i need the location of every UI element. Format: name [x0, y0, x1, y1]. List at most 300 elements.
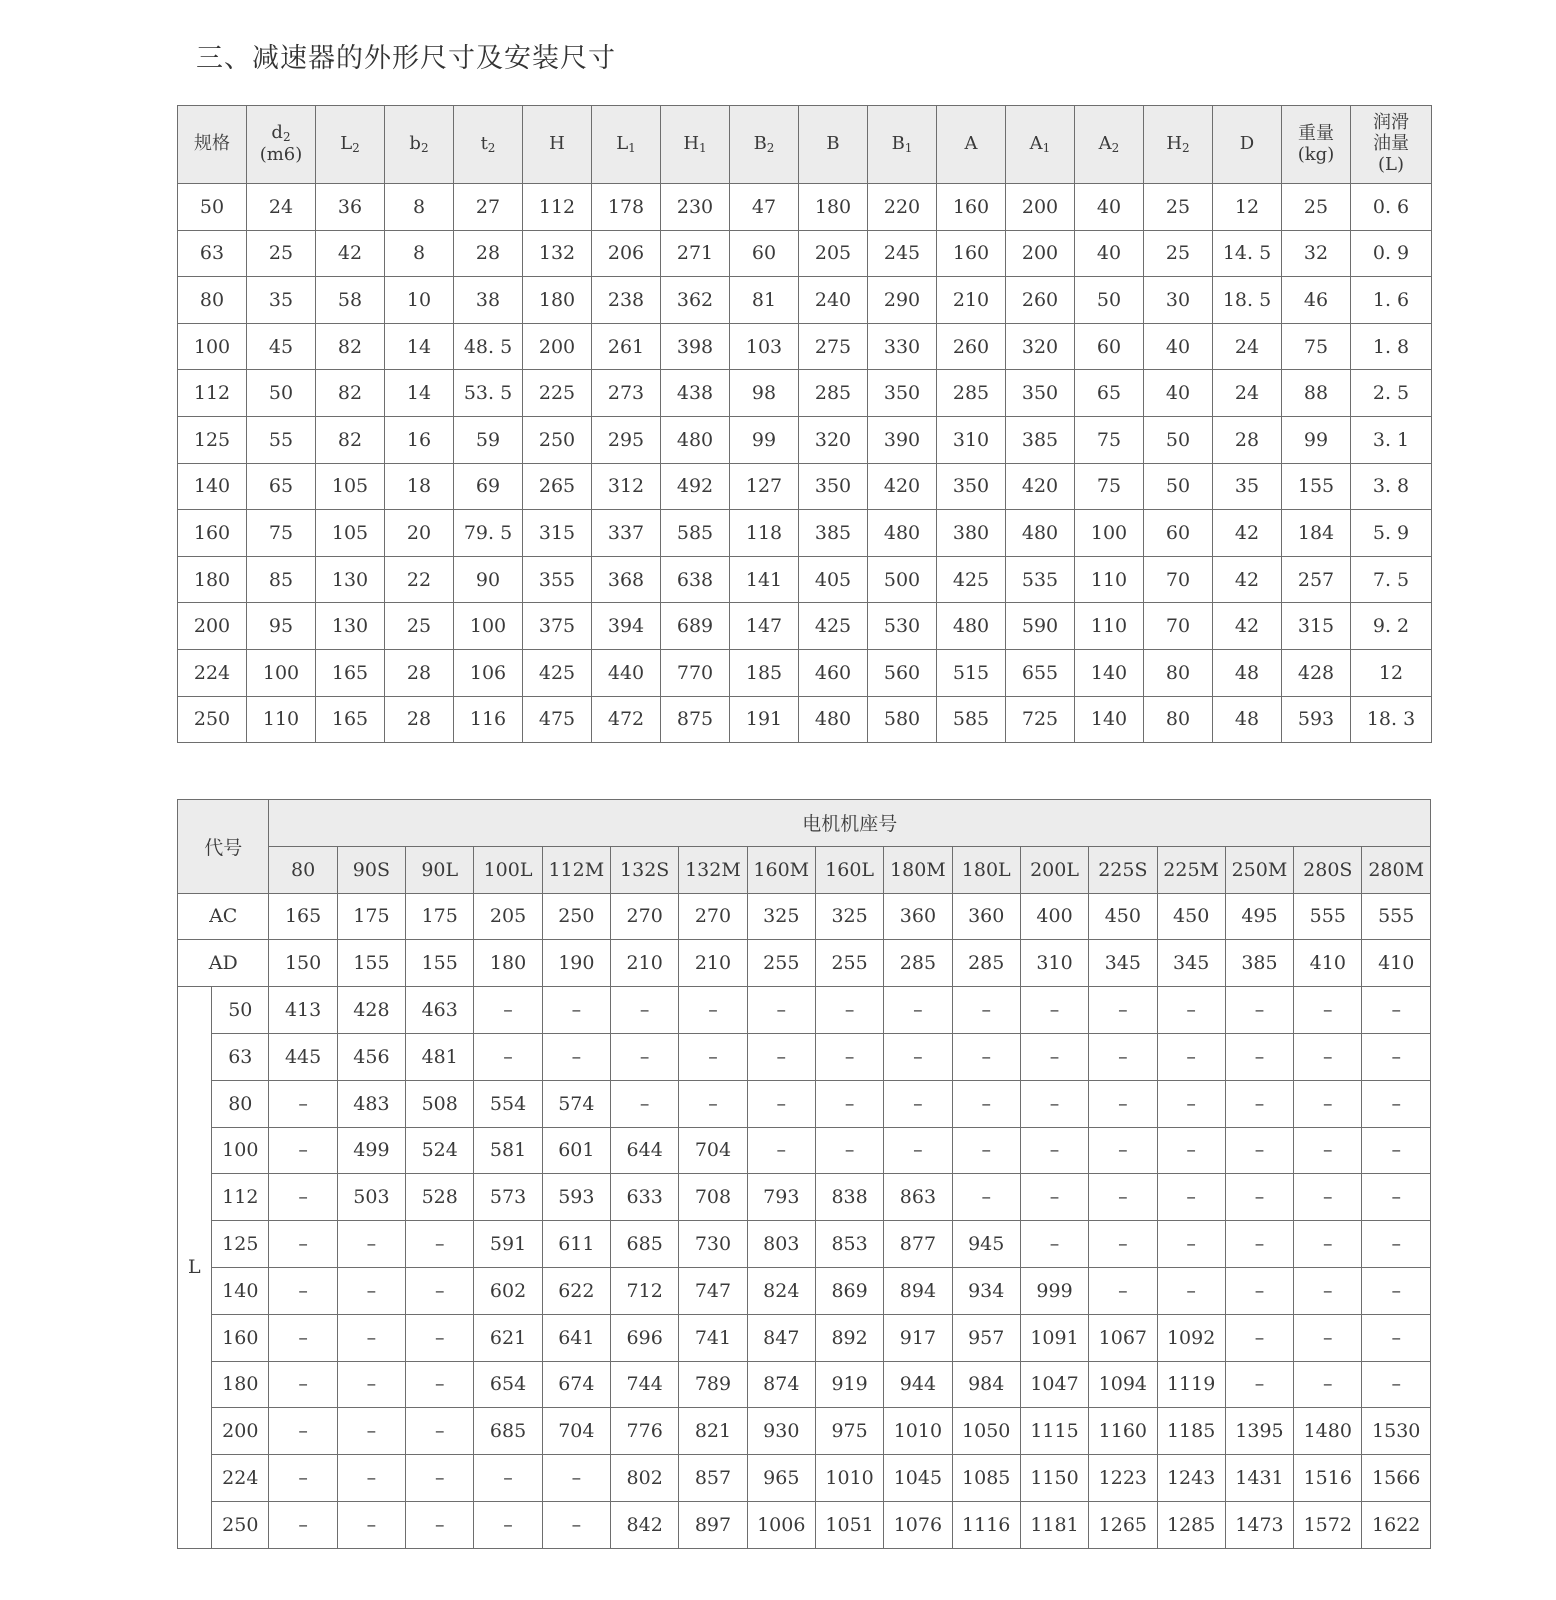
table-cell: – — [952, 1080, 1020, 1127]
table-cell: 63 — [178, 230, 247, 277]
table-cell: 847 — [747, 1314, 815, 1361]
table-cell: 425 — [523, 649, 592, 696]
table-cell: 38 — [454, 277, 523, 324]
table-cell: – — [542, 1033, 610, 1080]
table-cell: 420 — [868, 463, 937, 510]
table-cell: 40 — [1075, 230, 1144, 277]
table-cell: 110 — [1075, 556, 1144, 603]
table-cell: 90 — [454, 556, 523, 603]
table-cell: 622 — [542, 1267, 610, 1314]
table-cell: 95 — [247, 603, 316, 650]
table-cell: 1150 — [1020, 1455, 1088, 1502]
table-cell: 16 — [385, 416, 454, 463]
frame-header: 80 — [269, 846, 337, 893]
table-cell: 1115 — [1020, 1408, 1088, 1455]
table-cell: 875 — [661, 696, 730, 743]
table-cell: 892 — [815, 1314, 883, 1361]
table-cell: 127 — [730, 463, 799, 510]
table-cell: 69 — [454, 463, 523, 510]
table-cell: 821 — [679, 1408, 747, 1455]
header-subscript: 1 — [904, 140, 913, 155]
table-row — [178, 323, 1432, 370]
table-cell: 984 — [952, 1361, 1020, 1408]
table-cell: 185 — [730, 649, 799, 696]
frame-header: 90S — [337, 846, 405, 893]
table-cell: 611 — [542, 1221, 610, 1268]
table-cell: 47 — [730, 184, 799, 231]
table-cell: 413 — [269, 987, 337, 1034]
table-cell: 178 — [592, 184, 661, 231]
table-cell: 425 — [937, 556, 1006, 603]
table-cell: 593 — [1282, 696, 1351, 743]
table-cell: 1047 — [1020, 1361, 1088, 1408]
table-cell: 8 — [385, 230, 454, 277]
table-cell: 40 — [1144, 323, 1213, 370]
table-cell: 704 — [542, 1408, 610, 1455]
table-cell: 824 — [747, 1267, 815, 1314]
table-cell: 36 — [316, 184, 385, 231]
table-cell: 934 — [952, 1267, 1020, 1314]
table-cell: 853 — [815, 1221, 883, 1268]
table-cell: 803 — [747, 1221, 815, 1268]
table-cell: 310 — [937, 416, 1006, 463]
table-cell: 463 — [406, 987, 474, 1034]
column-header — [316, 106, 385, 184]
table-cell: 368 — [592, 556, 661, 603]
header-label: A — [1029, 132, 1043, 154]
frame-header: 180M — [884, 846, 952, 893]
table-cell: 362 — [661, 277, 730, 324]
table-cell: 75 — [247, 510, 316, 557]
table-cell: 14 — [385, 370, 454, 417]
header-subscript: 2 — [1111, 140, 1120, 155]
table-cell: 712 — [611, 1267, 679, 1314]
table-cell: 480 — [937, 603, 1006, 650]
column-header — [1213, 106, 1282, 184]
table-cell: 70 — [1144, 603, 1213, 650]
table-cell: – — [679, 1080, 747, 1127]
size-label: 125 — [212, 1221, 269, 1268]
table-cell: 919 — [815, 1361, 883, 1408]
table-cell: 776 — [611, 1408, 679, 1455]
header-label: 润滑 — [1373, 112, 1409, 134]
table-cell: 290 — [868, 277, 937, 324]
table-cell: 88 — [1282, 370, 1351, 417]
table-cell: – — [1157, 1080, 1225, 1127]
table-cell: 28 — [1213, 416, 1282, 463]
table-cell: – — [269, 1174, 337, 1221]
table-cell: 450 — [1089, 893, 1157, 940]
table-row — [178, 463, 1432, 510]
table-cell: 60 — [1144, 510, 1213, 557]
table-cell: 42 — [1213, 603, 1282, 650]
table-row — [178, 1314, 1431, 1361]
column-header — [1282, 106, 1351, 184]
table-cell: 1622 — [1362, 1501, 1431, 1548]
table-cell: 260 — [1006, 277, 1075, 324]
table-cell: 0. 6 — [1351, 184, 1432, 231]
table-cell: 1395 — [1225, 1408, 1293, 1455]
table-cell: 325 — [747, 893, 815, 940]
table-cell: 385 — [1006, 416, 1075, 463]
header-extra: (m6) — [259, 144, 303, 166]
table-cell: 1045 — [884, 1455, 952, 1502]
table-cell: – — [269, 1314, 337, 1361]
table-cell: 28 — [385, 696, 454, 743]
table-cell: 250 — [178, 696, 247, 743]
table-cell: 155 — [406, 940, 474, 987]
header-label: b — [409, 132, 421, 154]
size-label: 63 — [212, 1033, 269, 1080]
table-cell: 621 — [474, 1314, 542, 1361]
table-cell: 355 — [523, 556, 592, 603]
table-cell: 528 — [406, 1174, 474, 1221]
table-cell: – — [611, 1033, 679, 1080]
header-label: B — [826, 133, 840, 155]
frame-header-row — [178, 846, 1431, 893]
table-cell: 25 — [1282, 184, 1351, 231]
table-cell: 689 — [661, 603, 730, 650]
size-label: 112 — [212, 1174, 269, 1221]
table-row — [178, 370, 1432, 417]
header-subscript: 2 — [487, 140, 496, 155]
table-cell: 1006 — [747, 1501, 815, 1548]
table-cell: 704 — [679, 1127, 747, 1174]
table-cell: 125 — [178, 416, 247, 463]
table-cell: – — [337, 1501, 405, 1548]
size-label: 200 — [212, 1408, 269, 1455]
table-cell: – — [1294, 987, 1362, 1034]
table-row — [178, 1501, 1431, 1548]
table-cell: 842 — [611, 1501, 679, 1548]
table-cell: – — [1225, 1127, 1293, 1174]
table-cell: 1085 — [952, 1455, 1020, 1502]
table-cell: 80 — [178, 277, 247, 324]
table-cell: 685 — [611, 1221, 679, 1268]
table-cell: – — [1157, 987, 1225, 1034]
table-cell: 100 — [178, 323, 247, 370]
table-cell: 20 — [385, 510, 454, 557]
table-cell: 0. 9 — [1351, 230, 1432, 277]
table-cell: 99 — [730, 416, 799, 463]
table-cell: – — [1089, 1267, 1157, 1314]
table-cell: 80 — [1144, 649, 1213, 696]
table-cell: 230 — [661, 184, 730, 231]
table-cell: 59 — [454, 416, 523, 463]
table-row — [178, 277, 1432, 324]
table-cell: 180 — [523, 277, 592, 324]
column-header — [1144, 106, 1213, 184]
table-cell: 155 — [337, 940, 405, 987]
table-cell: – — [1362, 1361, 1431, 1408]
frame-header: 200L — [1020, 846, 1088, 893]
table-cell: 554 — [474, 1080, 542, 1127]
table-cell: – — [1020, 987, 1088, 1034]
table-cell: 191 — [730, 696, 799, 743]
table-cell: 40 — [1075, 184, 1144, 231]
table-cell: 641 — [542, 1314, 610, 1361]
table-cell: 725 — [1006, 696, 1075, 743]
table-cell: 644 — [611, 1127, 679, 1174]
table-cell: 428 — [337, 987, 405, 1034]
table-cell: – — [406, 1221, 474, 1268]
table-cell: 184 — [1282, 510, 1351, 557]
table-cell: 580 — [868, 696, 937, 743]
table-cell: 585 — [661, 510, 730, 557]
table-cell: 975 — [815, 1408, 883, 1455]
table-cell: – — [1362, 1267, 1431, 1314]
table-cell: 674 — [542, 1361, 610, 1408]
table-cell: 428 — [1282, 649, 1351, 696]
table-cell: 147 — [730, 603, 799, 650]
table-row — [178, 1267, 1431, 1314]
page-title: 三、减速器的外形尺寸及安装尺寸 — [196, 43, 616, 74]
table-cell: 205 — [799, 230, 868, 277]
table-cell: 65 — [247, 463, 316, 510]
table-cell: – — [474, 1501, 542, 1548]
table-cell: 573 — [474, 1174, 542, 1221]
table-cell: 1067 — [1089, 1314, 1157, 1361]
table-cell: 312 — [592, 463, 661, 510]
frame-header: 280M — [1362, 846, 1431, 893]
table-cell: 118 — [730, 510, 799, 557]
table-cell: 24 — [1213, 323, 1282, 370]
table-cell: 220 — [868, 184, 937, 231]
table-cell: 515 — [937, 649, 1006, 696]
table-cell: 180 — [178, 556, 247, 603]
table-row — [178, 603, 1432, 650]
code-header: 代号 — [178, 800, 269, 894]
table-cell: 24 — [1213, 370, 1282, 417]
table-cell: 12 — [1213, 184, 1282, 231]
table-cell: 82 — [316, 416, 385, 463]
table-cell: 398 — [661, 323, 730, 370]
table-cell: 1566 — [1362, 1455, 1431, 1502]
table-cell: 1010 — [884, 1408, 952, 1455]
size-label: 160 — [212, 1314, 269, 1361]
table-cell: 106 — [454, 649, 523, 696]
table-cell: – — [1362, 987, 1431, 1034]
table-cell: 42 — [316, 230, 385, 277]
table-cell: – — [1225, 1174, 1293, 1221]
table-cell: 350 — [799, 463, 868, 510]
table-cell: 250 — [523, 416, 592, 463]
table-row — [178, 987, 1431, 1034]
table-cell: – — [1225, 1267, 1293, 1314]
table-cell: 165 — [316, 649, 385, 696]
table-cell: 1185 — [1157, 1408, 1225, 1455]
table-cell: 206 — [592, 230, 661, 277]
table-cell: 744 — [611, 1361, 679, 1408]
table-cell: 495 — [1225, 893, 1293, 940]
table-cell: 132 — [523, 230, 592, 277]
table-cell: 524 — [406, 1127, 474, 1174]
table-cell: 48 — [1213, 696, 1282, 743]
table-cell: – — [269, 1267, 337, 1314]
table-cell: – — [269, 1080, 337, 1127]
table-cell: 42 — [1213, 556, 1282, 603]
column-header — [661, 106, 730, 184]
table-cell: – — [1294, 1033, 1362, 1080]
table-cell: 45 — [247, 323, 316, 370]
frame-header: 160M — [747, 846, 815, 893]
table-row — [178, 1174, 1431, 1221]
header-label: H — [1166, 132, 1183, 154]
table-cell: 50 — [1075, 277, 1144, 324]
table-cell: 42 — [1213, 510, 1282, 557]
table-cell: 261 — [592, 323, 661, 370]
table-cell: 499 — [337, 1127, 405, 1174]
column-header — [799, 106, 868, 184]
table-cell: – — [1225, 1314, 1293, 1361]
table-cell: 140 — [1075, 649, 1144, 696]
header-subscript: 1 — [628, 140, 636, 155]
size-label: 50 — [212, 987, 269, 1034]
table-row — [178, 940, 1431, 987]
table-cell: 225 — [523, 370, 592, 417]
table-cell: – — [952, 1127, 1020, 1174]
table-cell: 1050 — [952, 1408, 1020, 1455]
l-label: L — [178, 987, 212, 1549]
table-cell: – — [747, 1033, 815, 1080]
table-cell: 24 — [247, 184, 316, 231]
table-cell: 483 — [337, 1080, 405, 1127]
table-cell: – — [1362, 1080, 1431, 1127]
table-cell: 240 — [799, 277, 868, 324]
table-cell: – — [542, 1501, 610, 1548]
table-cell: 445 — [269, 1033, 337, 1080]
dimensions-table — [177, 105, 1432, 743]
table-cell: 245 — [868, 230, 937, 277]
table-cell: 460 — [799, 649, 868, 696]
table-cell: – — [1020, 1127, 1088, 1174]
table-cell: – — [269, 1408, 337, 1455]
table-cell: 2. 5 — [1351, 370, 1432, 417]
frame-header: 160L — [815, 846, 883, 893]
table-cell: – — [815, 1080, 883, 1127]
header-subscript: 1 — [699, 140, 707, 155]
table-cell: 200 — [178, 603, 247, 650]
table-cell: – — [1225, 1033, 1293, 1080]
table-cell: 425 — [799, 603, 868, 650]
table-cell: 5. 9 — [1351, 510, 1432, 557]
frame-group-row — [178, 800, 1431, 847]
table-cell: 250 — [542, 893, 610, 940]
table-cell: 503 — [337, 1174, 405, 1221]
table-cell: 345 — [1089, 940, 1157, 987]
table-cell: 35 — [247, 277, 316, 324]
table-cell: – — [952, 987, 1020, 1034]
table-row — [178, 416, 1432, 463]
table-cell: 165 — [269, 893, 337, 940]
table-cell: 696 — [611, 1314, 679, 1361]
table-cell: 1480 — [1294, 1408, 1362, 1455]
header-subscript: 1 — [1042, 140, 1051, 155]
table-cell: 210 — [679, 940, 747, 987]
table-row — [178, 696, 1432, 743]
table-cell: 7. 5 — [1351, 556, 1432, 603]
table-cell: 112 — [178, 370, 247, 417]
table-cell: – — [1225, 1221, 1293, 1268]
header-label: 重量 — [1298, 122, 1334, 144]
table-cell: 9. 2 — [1351, 603, 1432, 650]
table-cell: 581 — [474, 1127, 542, 1174]
table-cell: 1516 — [1294, 1455, 1362, 1502]
table-cell: 1181 — [1020, 1501, 1088, 1548]
table-cell: – — [406, 1267, 474, 1314]
table-cell: – — [952, 1033, 1020, 1080]
table-cell: 35 — [1213, 463, 1282, 510]
table-cell: 265 — [523, 463, 592, 510]
table-cell: 150 — [269, 940, 337, 987]
table-cell: 472 — [592, 696, 661, 743]
column-header — [1006, 106, 1075, 184]
table-cell: – — [406, 1314, 474, 1361]
table-cell: 789 — [679, 1361, 747, 1408]
table-cell: 965 — [747, 1455, 815, 1502]
table-cell: 10 — [385, 277, 454, 324]
table-cell: 40 — [1144, 370, 1213, 417]
table-cell: 105 — [316, 463, 385, 510]
table-cell: 25 — [1144, 230, 1213, 277]
table-row — [178, 1361, 1431, 1408]
table-cell: – — [815, 1033, 883, 1080]
size-label: 80 — [212, 1080, 269, 1127]
table-cell: 295 — [592, 416, 661, 463]
header-label: 规格 — [194, 133, 230, 155]
table-cell: 1431 — [1225, 1455, 1293, 1502]
table-cell: 12 — [1351, 649, 1432, 696]
table-cell: – — [679, 1033, 747, 1080]
table-cell: 337 — [592, 510, 661, 557]
table-cell: 110 — [1075, 603, 1144, 650]
table-cell: 481 — [406, 1033, 474, 1080]
table-cell: 602 — [474, 1267, 542, 1314]
table-cell: 1243 — [1157, 1455, 1225, 1502]
table-cell: 930 — [747, 1408, 815, 1455]
table-cell: 456 — [337, 1033, 405, 1080]
table-cell: 141 — [730, 556, 799, 603]
table-cell: – — [884, 1127, 952, 1174]
table-row — [178, 184, 1432, 231]
table-cell: 574 — [542, 1080, 610, 1127]
table-cell: 160 — [937, 230, 1006, 277]
table-cell: 508 — [406, 1080, 474, 1127]
frame-header: 132M — [679, 846, 747, 893]
table-cell: 53. 5 — [454, 370, 523, 417]
table-cell: 590 — [1006, 603, 1075, 650]
table-cell: 325 — [815, 893, 883, 940]
table-cell: 400 — [1020, 893, 1088, 940]
table-cell: – — [337, 1221, 405, 1268]
table-cell: 555 — [1294, 893, 1362, 940]
table-cell: 58 — [316, 277, 385, 324]
table-cell: 3. 8 — [1351, 463, 1432, 510]
table-cell: 82 — [316, 370, 385, 417]
column-header — [730, 106, 799, 184]
table-cell: 1572 — [1294, 1501, 1362, 1548]
table-cell: – — [1225, 1080, 1293, 1127]
table-cell: 685 — [474, 1408, 542, 1455]
table-cell: 863 — [884, 1174, 952, 1221]
table-cell: 394 — [592, 603, 661, 650]
table-cell: – — [1157, 1267, 1225, 1314]
header-subscript: 2 — [420, 140, 429, 155]
table-cell: 18. 5 — [1213, 277, 1282, 324]
table-cell: 360 — [884, 893, 952, 940]
header-label: B — [891, 132, 905, 154]
table-cell: 60 — [1075, 323, 1144, 370]
